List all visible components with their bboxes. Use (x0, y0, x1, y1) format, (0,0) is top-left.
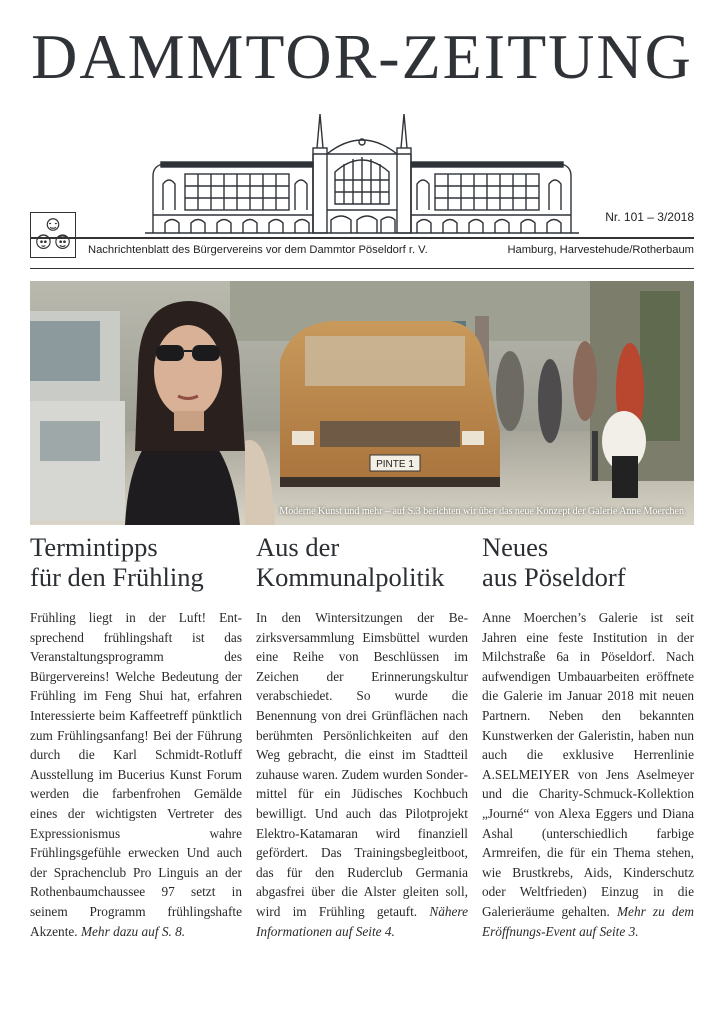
article-body (256, 608, 468, 941)
heading-line: aus Pöseldorf (482, 562, 626, 592)
heading-line: Termintipps (30, 532, 158, 562)
dammtor-station-drawing-icon (145, 114, 579, 238)
issue-number: Nr. 101 – 3/2018 (605, 210, 694, 224)
license-plate: PINTE 1 (376, 459, 414, 470)
read-more-note: Mehr dazu auf S. 8. (80, 923, 186, 939)
body-text: In den Wintersitzungen der Bezirksversammlung Eimsbüttel wurden eine Reihe von Beschlüssen im Zeichen der Erinnerungskultur verabschiedet. So wurde die Benennung von drei Grünflächen nach berühmten Persönlichkeiten auf den Weg gebracht, die einst im Stadtteil zuhause waren. Zudem wurden Sondermittel für ein Jüdisches Kochbuch bewilligt. Und auch das Pilotprojekt Elektro-Katamaran wird finanziell gefördert. Das Trainingsbegleitboot, das für den Ruderclub Germania abgasfrei über die Alster gleiten soll, wird im Frühling getauft. (256, 610, 468, 919)
article-termintipps (30, 532, 242, 941)
hero-photo (30, 281, 694, 525)
article-kommunalpolitik (256, 532, 468, 941)
family-faces-icon (30, 212, 76, 258)
body-text: Frühling liegt in der Luft! Entsprechend frühlingshaft ist das Veranstaltungsprogramm des Bürgervereins! Welche Bedeutung der Frühling im Feng Shui hat, erfahren Interessierte beim Kaffeetreff pünktlich zum Frühlingsanfang! Bei der Führung durch die Karl Schmidt-Rotluff Ausstellung im Bucerius Kunst Forum werden die farbenfrohen Gemälde eines der wichtigsten Vertreter des Expressionismus wahre Frühlingsgefühle erwecken Und auch der Sprachenclub Pro Linguis an der Rothenbaumchaussee 97 setzt in seinem Programm frühlingshafte Akzente. (30, 610, 242, 939)
read-more-note: Mehr zu dem Eröffnungs-Event auf Seite 3. (482, 903, 694, 939)
article-heading (30, 532, 242, 592)
heading-line: Neues (482, 532, 549, 562)
article-poeseldorf (482, 532, 694, 941)
read-more-note: Nähere Informationen auf Seite 4. (256, 903, 468, 939)
masthead-rule-thin (30, 268, 694, 269)
article-heading (256, 532, 468, 592)
heading-line: Aus der (256, 532, 340, 562)
article-body (30, 608, 242, 941)
article-body (482, 608, 694, 941)
masthead-rule (30, 237, 694, 239)
heading-line: Kommunalpolitik (256, 562, 445, 592)
hero-caption: Moderne Kunst und mehr – auf S.3 berichten wir über das neue Konzept der Galerie Anne Moerchen (279, 506, 684, 517)
location-line: Hamburg, Harvestehude/Rotherbaum (507, 244, 694, 256)
heading-line: für den Frühling (30, 562, 204, 592)
article-heading (482, 532, 694, 592)
masthead-subline (88, 244, 694, 256)
publisher-line: Nachrichtenblatt des Bürgervereins vor dem Dammtor Pöseldorf r. V. (88, 244, 428, 256)
body-text: Anne Moerchen’s Galerie ist seit Jahren eine feste Institution in der Milchstraße 6a in Pöseldorf. Nach aufwendigen Umbauarbeiten eröffnete die Galerie im Januar 2018 mit neuen Partnern. Neben den bekannten Kunstwerken der Galeristin, haben nun auch die exklusive Herrenlinie A.SELMEIYER von Jens Aselmeyer und die Charity-Schmuck-Kollektion „Journé“ von Alexa Eggers und Diana Ashal (unterschiedlich farbige Armreifen, die für ein Thema stehen, wie Brustkrebs, Aids, Kinderschutz oder Weltfrieden) Einzug in die Galerieräume gehalten. (482, 610, 694, 919)
hero-painting (30, 281, 694, 525)
masthead-title: DAMMTOR-ZEITUNG (31, 21, 693, 92)
